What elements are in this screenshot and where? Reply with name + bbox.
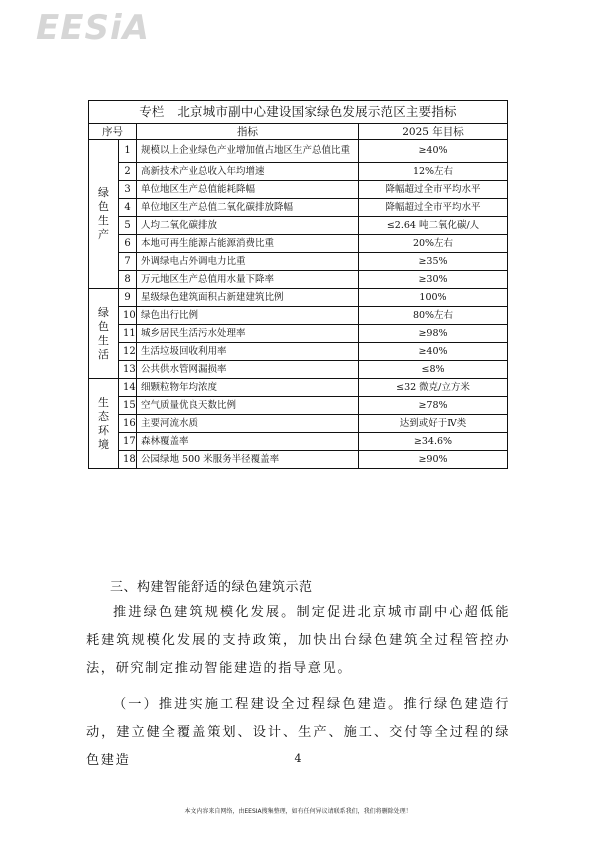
row-number: 16 [119,415,137,433]
table-row [89,361,508,379]
group-label: 生态 环境 [89,379,119,469]
row-number: 17 [119,433,137,451]
row-number: 3 [119,181,137,199]
group-label: 绿色 生产 [89,140,119,289]
paragraph: （一）推进实施工程建设全过程绿色建造。推行绿色建造行动，建立健全覆盖策划、设计、生产、施工、交付等全过程的绿色建造 [86,697,510,768]
paragraph: 推进绿色建筑规模化发展。制定促进北京城市副中心超低能耗建筑规模化发展的支持政策，加快出台绿色建筑全过程管控办法，研究制定推动智能建造的指导意见。 [86,605,510,676]
table-row [89,433,508,451]
row-number: 2 [119,163,137,181]
table-row [89,451,508,469]
eesia-logo: EESiA [36,8,150,48]
row-number: 15 [119,397,137,415]
table-row [89,163,508,181]
section-heading: 三、构建智能舒适的绿色建筑示范 [110,580,313,595]
table-row [89,253,508,271]
row-number: 14 [119,379,137,397]
row-number: 7 [119,253,137,271]
indicator-name: 绿色出行比例 [137,307,359,325]
table-row [89,199,508,217]
indicator-name: 细颗粒物年均浓度 [137,379,359,397]
row-number: 11 [119,325,137,343]
target-value: 达到或好于Ⅳ类 [359,415,508,433]
table-row [89,307,508,325]
indicator-name: 空气质量优良天数比例 [137,397,359,415]
target-value: 80%左右 [359,307,508,325]
table-caption: 专栏 北京城市副中心建设国家绿色发展示范区主要指标 [89,101,508,124]
target-value: ≥30% [359,271,508,289]
indicator-name: 星级绿色建筑面积占新建建筑比例 [137,289,359,307]
target-value: 12%左右 [359,163,508,181]
target-value: ≤8% [359,361,508,379]
table-row [89,181,508,199]
row-number: 1 [119,140,137,163]
indicator-name: 主要河流水质 [137,415,359,433]
indicator-name: 生活垃圾回收利用率 [137,343,359,361]
indicator-name: 单位地区生产总值二氧化碳排放降幅 [137,199,359,217]
table-row [89,271,508,289]
target-value: ≥98% [359,325,508,343]
indicator-name: 本地可再生能源占能源消费比重 [137,235,359,253]
table-row [89,397,508,415]
target-value: 降幅超过全市平均水平 [359,199,508,217]
row-number: 8 [119,271,137,289]
table-row [89,415,508,433]
table-row [89,325,508,343]
table-row [89,289,508,307]
target-value: ≥35% [359,253,508,271]
header-indicator: 指标 [137,124,359,140]
indicator-name: 规模以上企业绿色产业增加值占地区生产总值比重 [137,140,359,163]
table-body [89,140,508,469]
target-value: ≥34.6% [359,433,508,451]
target-value: ≥40% [359,140,508,163]
target-value: 20%左右 [359,235,508,253]
target-value: 降幅超过全市平均水平 [359,181,508,199]
target-value: ≤32 微克/立方米 [359,379,508,397]
indicator-name: 公园绿地 500 米服务半径覆盖率 [137,451,359,469]
header-num: 序号 [89,124,137,140]
target-value: ≥40% [359,343,508,361]
page-number: 4 [294,752,302,765]
footer-note: 本文内容来自网络，由EESIA搜集整理，如有任何异议请联系我们，我们将删除处理！ [184,808,412,815]
table-row [89,379,508,397]
target-value: ≥78% [359,397,508,415]
table-row [89,140,508,163]
indicator-name: 高新技术产业总收入年均增速 [137,163,359,181]
indicator-name: 城乡居民生活污水处理率 [137,325,359,343]
indicator-name: 万元地区生产总值用水量下降率 [137,271,359,289]
row-number: 9 [119,289,137,307]
row-number: 4 [119,199,137,217]
indicator-name: 人均二氧化碳排放 [137,217,359,235]
indicator-name: 外调绿电占外调电力比重 [137,253,359,271]
indicator-name: 森林覆盖率 [137,433,359,451]
group-label: 绿色 生活 [89,289,119,379]
target-value: 100% [359,289,508,307]
indicators-table [88,100,508,469]
row-number: 6 [119,235,137,253]
table-row [89,343,508,361]
row-number: 5 [119,217,137,235]
row-number: 13 [119,361,137,379]
target-value: ≥90% [359,451,508,469]
target-value: ≤2.64 吨二氧化碳/人 [359,217,508,235]
indicator-name: 单位地区生产总值能耗降幅 [137,181,359,199]
table-row [89,217,508,235]
header-target: 2025 年目标 [359,124,508,140]
row-number: 12 [119,343,137,361]
row-number: 10 [119,307,137,325]
indicator-name: 公共供水管网漏损率 [137,361,359,379]
table-row [89,235,508,253]
row-number: 18 [119,451,137,469]
